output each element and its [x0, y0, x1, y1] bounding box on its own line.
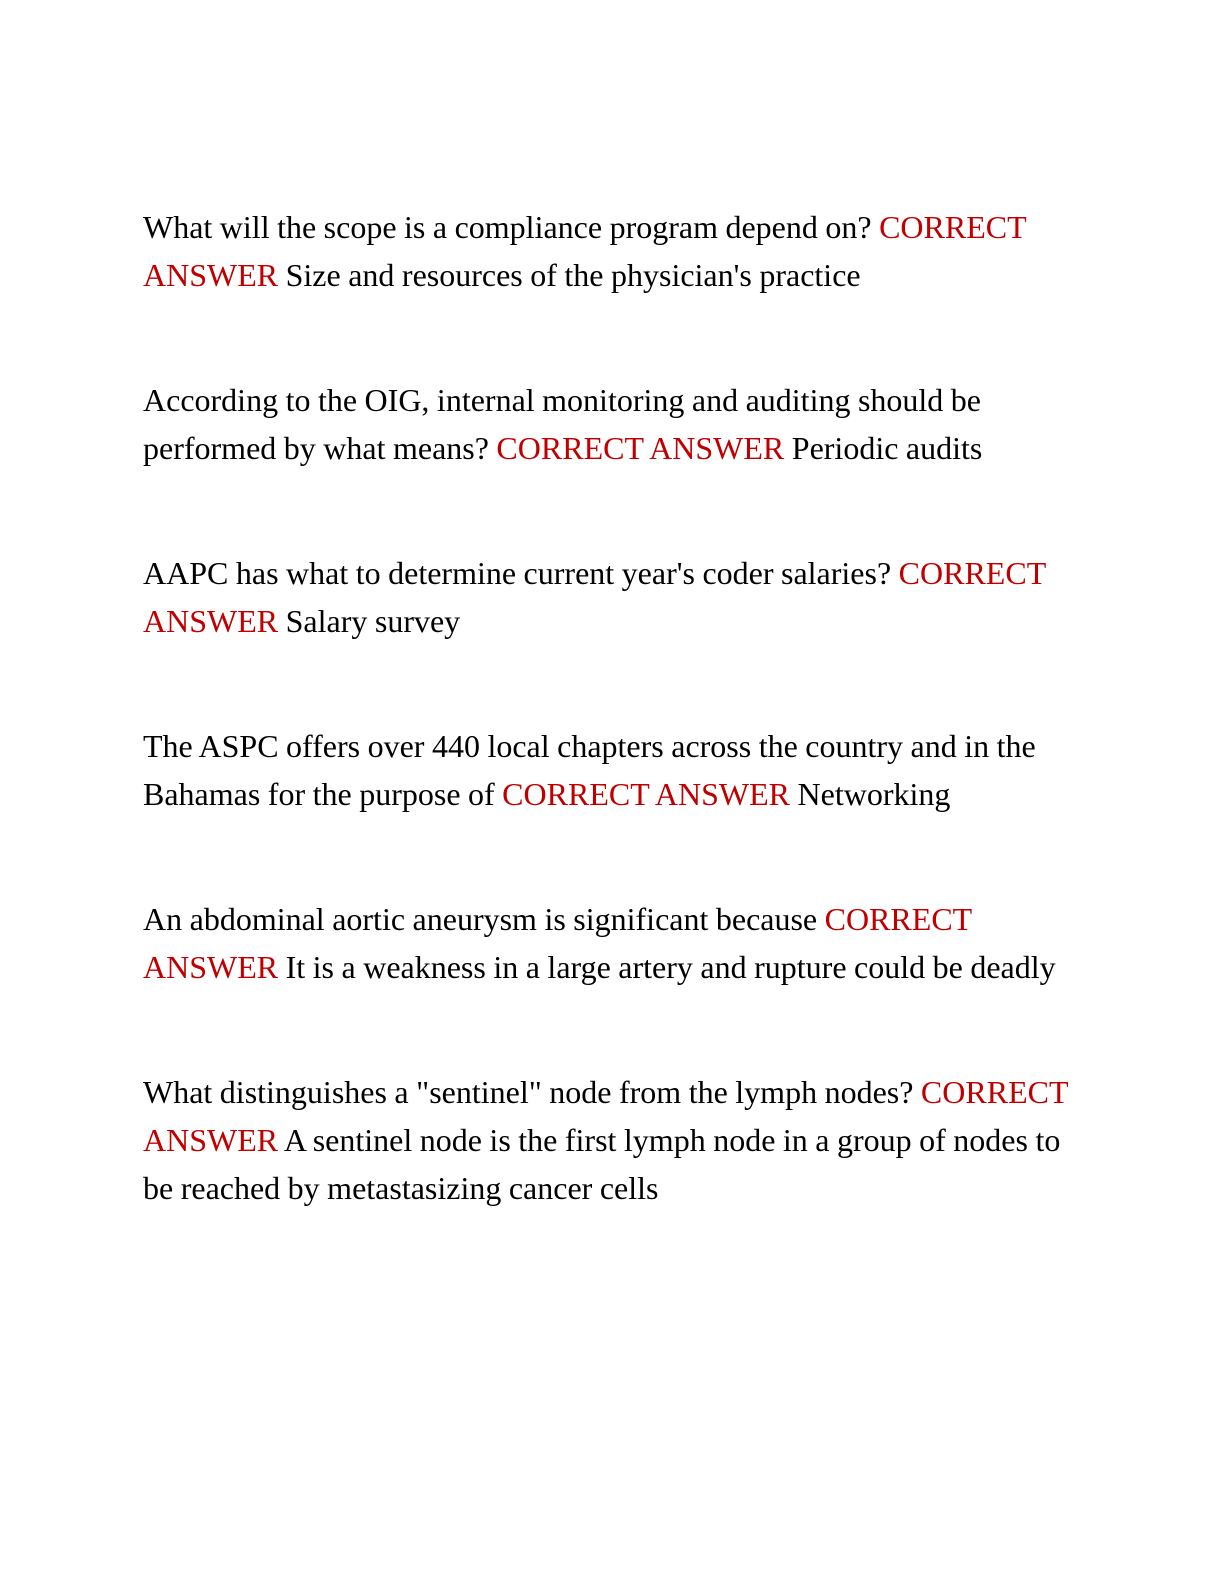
question-text: What will the scope is a compliance program depend on?: [143, 209, 872, 245]
qa-item: [143, 376, 1073, 472]
question-text: The ASPC offers over 440 local chapters across the country and in the Bahamas for the purpose of: [143, 728, 1036, 812]
answer-text: Size and resources of the physician's practice: [285, 257, 861, 293]
answer-label: CORRECT ANSWER: [143, 209, 1027, 293]
question-text: AAPC has what to determine current year's coder salaries?: [143, 555, 892, 591]
answer-text: A sentinel node is the first lymph node in a group of nodes to be reached by metastasizing cancer cells: [143, 1122, 1061, 1206]
answer-label: CORRECT ANSWER: [496, 430, 785, 466]
qa-item: [143, 549, 1073, 645]
question-text: What distinguishes a "sentinel" node from the lymph nodes?: [143, 1074, 914, 1110]
question-text: According to the OIG, internal monitoring and auditing should be performed by what means?: [143, 382, 981, 466]
answer-label: CORRECT ANSWER: [143, 901, 972, 985]
qa-list: [143, 203, 1073, 1289]
answer-text: Salary survey: [285, 603, 461, 639]
answer-label: CORRECT ANSWER: [502, 776, 791, 812]
qa-item: [143, 203, 1073, 299]
answer-text: Networking: [797, 776, 951, 812]
answer-label: CORRECT ANSWER: [143, 1074, 1068, 1158]
qa-item: [143, 722, 1073, 818]
answer-label: CORRECT ANSWER: [143, 555, 1046, 639]
answer-text: It is a weakness in a large artery and rupture could be deadly: [285, 949, 1056, 985]
answer-text: Periodic audits: [791, 430, 983, 466]
qa-item: [143, 895, 1073, 991]
question-text: An abdominal aortic aneurysm is significant because: [143, 901, 818, 937]
qa-item: [143, 1068, 1073, 1212]
